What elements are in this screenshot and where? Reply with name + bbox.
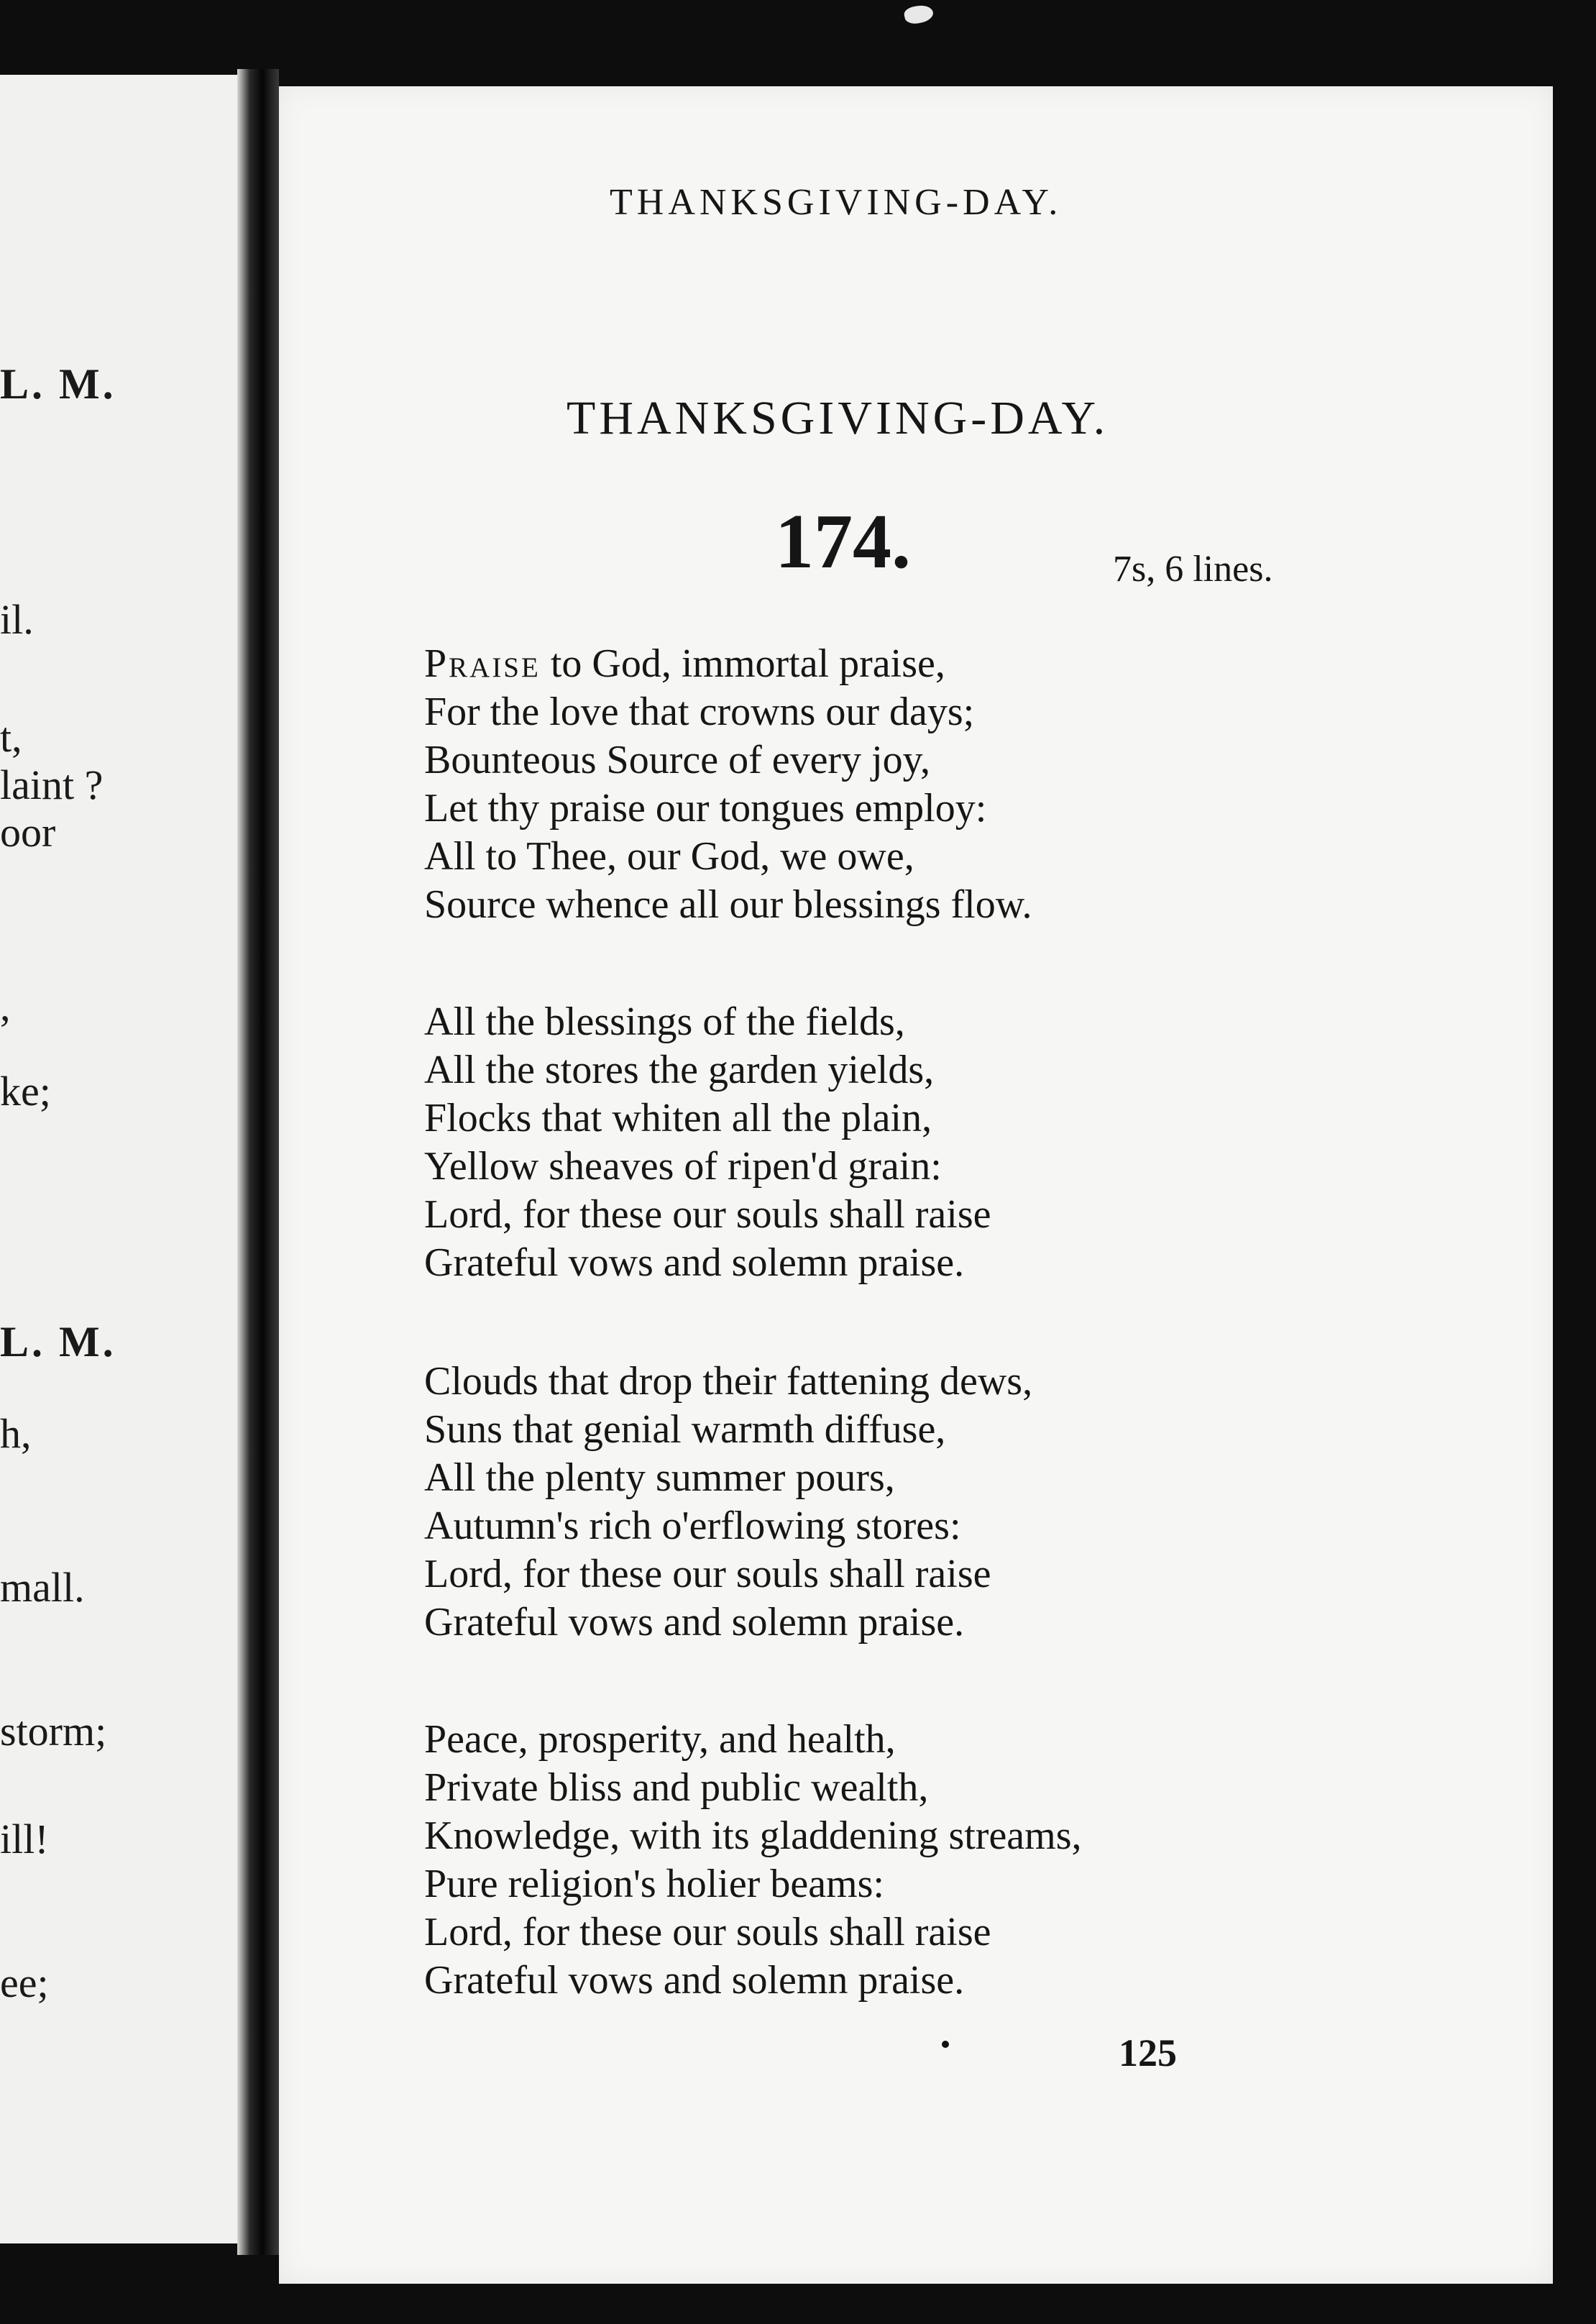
left-page-fragment: t,: [0, 714, 22, 761]
page-number: 125: [1119, 2031, 1177, 2074]
stanza-1: [424, 640, 1445, 929]
scan-blemish: [903, 3, 935, 26]
hymn-meter: 7s, 6 lines.: [1113, 549, 1273, 590]
stanza-3: [424, 1358, 1445, 1647]
left-page-fragment: storm;: [0, 1708, 107, 1755]
hymn-line: All the blessings of the fields,: [424, 999, 905, 1044]
hymn-line: Grateful vows and solemn praise.: [424, 1958, 965, 2003]
hymn-line: Pure religion's holier beams:: [424, 1862, 884, 1906]
hymn-line: Flocks that whiten all the plain,: [424, 1096, 932, 1140]
left-page-fragment: ee;: [0, 1959, 49, 2006]
hymn-line: Lord, for these our souls shall raise: [424, 1552, 991, 1596]
hymn-line: Bounteous Source of every joy,: [424, 738, 930, 782]
left-page-fragment: oor: [0, 809, 56, 856]
hymn-line: Yellow sheaves of ripen'd grain:: [424, 1144, 942, 1189]
hymn-line: Knowledge, with its gladdening streams,: [424, 1813, 1082, 1858]
hymn-line: Lord, for these our souls shall raise: [424, 1910, 991, 1954]
hymn-line: All to Thee, our God, we owe,: [424, 834, 914, 879]
hymn-line: Suns that genial warmth diffuse,: [424, 1407, 946, 1452]
hymn-line: Grateful vows and solemn praise.: [424, 1240, 965, 1285]
hymn-line: Lord, for these our souls shall raise: [424, 1192, 991, 1237]
left-page-fragment: il.: [0, 596, 34, 643]
hymn-line: Grateful vows and solemn praise.: [424, 1600, 965, 1644]
hymn-line: Clouds that drop their fattening dews,: [424, 1359, 1033, 1404]
hymn-line: [424, 640, 1445, 688]
hymn-line: All the plenty summer pours,: [424, 1455, 895, 1500]
left-page-fragment: ill!: [0, 1816, 49, 1862]
left-page-fragment: ,: [0, 983, 11, 1030]
stanza-4: [424, 1716, 1445, 2005]
book-gutter: [237, 69, 279, 2255]
ink-speck: [942, 2041, 949, 2048]
left-page-fragment: L. M.: [0, 360, 116, 408]
left-page-fragment: h,: [0, 1410, 32, 1457]
first-word-small-caps: Praise: [424, 641, 541, 686]
hymn-line: Autumn's rich o'erflowing stores:: [424, 1504, 961, 1548]
left-page-fragment: L. M.: [0, 1318, 116, 1365]
section-title: THANKSGIVING-DAY.: [567, 392, 1109, 444]
hymn-page: [279, 86, 1553, 2284]
stanza-2: [424, 998, 1445, 1287]
hymn-line: Private bliss and public wealth,: [424, 1765, 929, 1810]
hymn-line: For the love that crowns our days;: [424, 690, 975, 734]
hymn-line: All the stores the garden yields,: [424, 1048, 935, 1092]
left-page-fragment: mall.: [0, 1564, 85, 1611]
left-page-fragment: laint ?: [0, 761, 104, 808]
hymn-line: Peace, prosperity, and health,: [424, 1717, 896, 1762]
first-line-text: to God, immortal praise,: [540, 641, 945, 686]
running-head: THANKSGIVING-DAY.: [610, 182, 1063, 223]
previous-page-edge: [0, 75, 237, 2243]
left-page-fragment: ke;: [0, 1068, 51, 1115]
hymn-line: Let thy praise our tongues employ:: [424, 786, 987, 831]
hymn-number: 174.: [775, 499, 911, 585]
hymn-line: Source whence all our blessings flow.: [424, 882, 1032, 927]
